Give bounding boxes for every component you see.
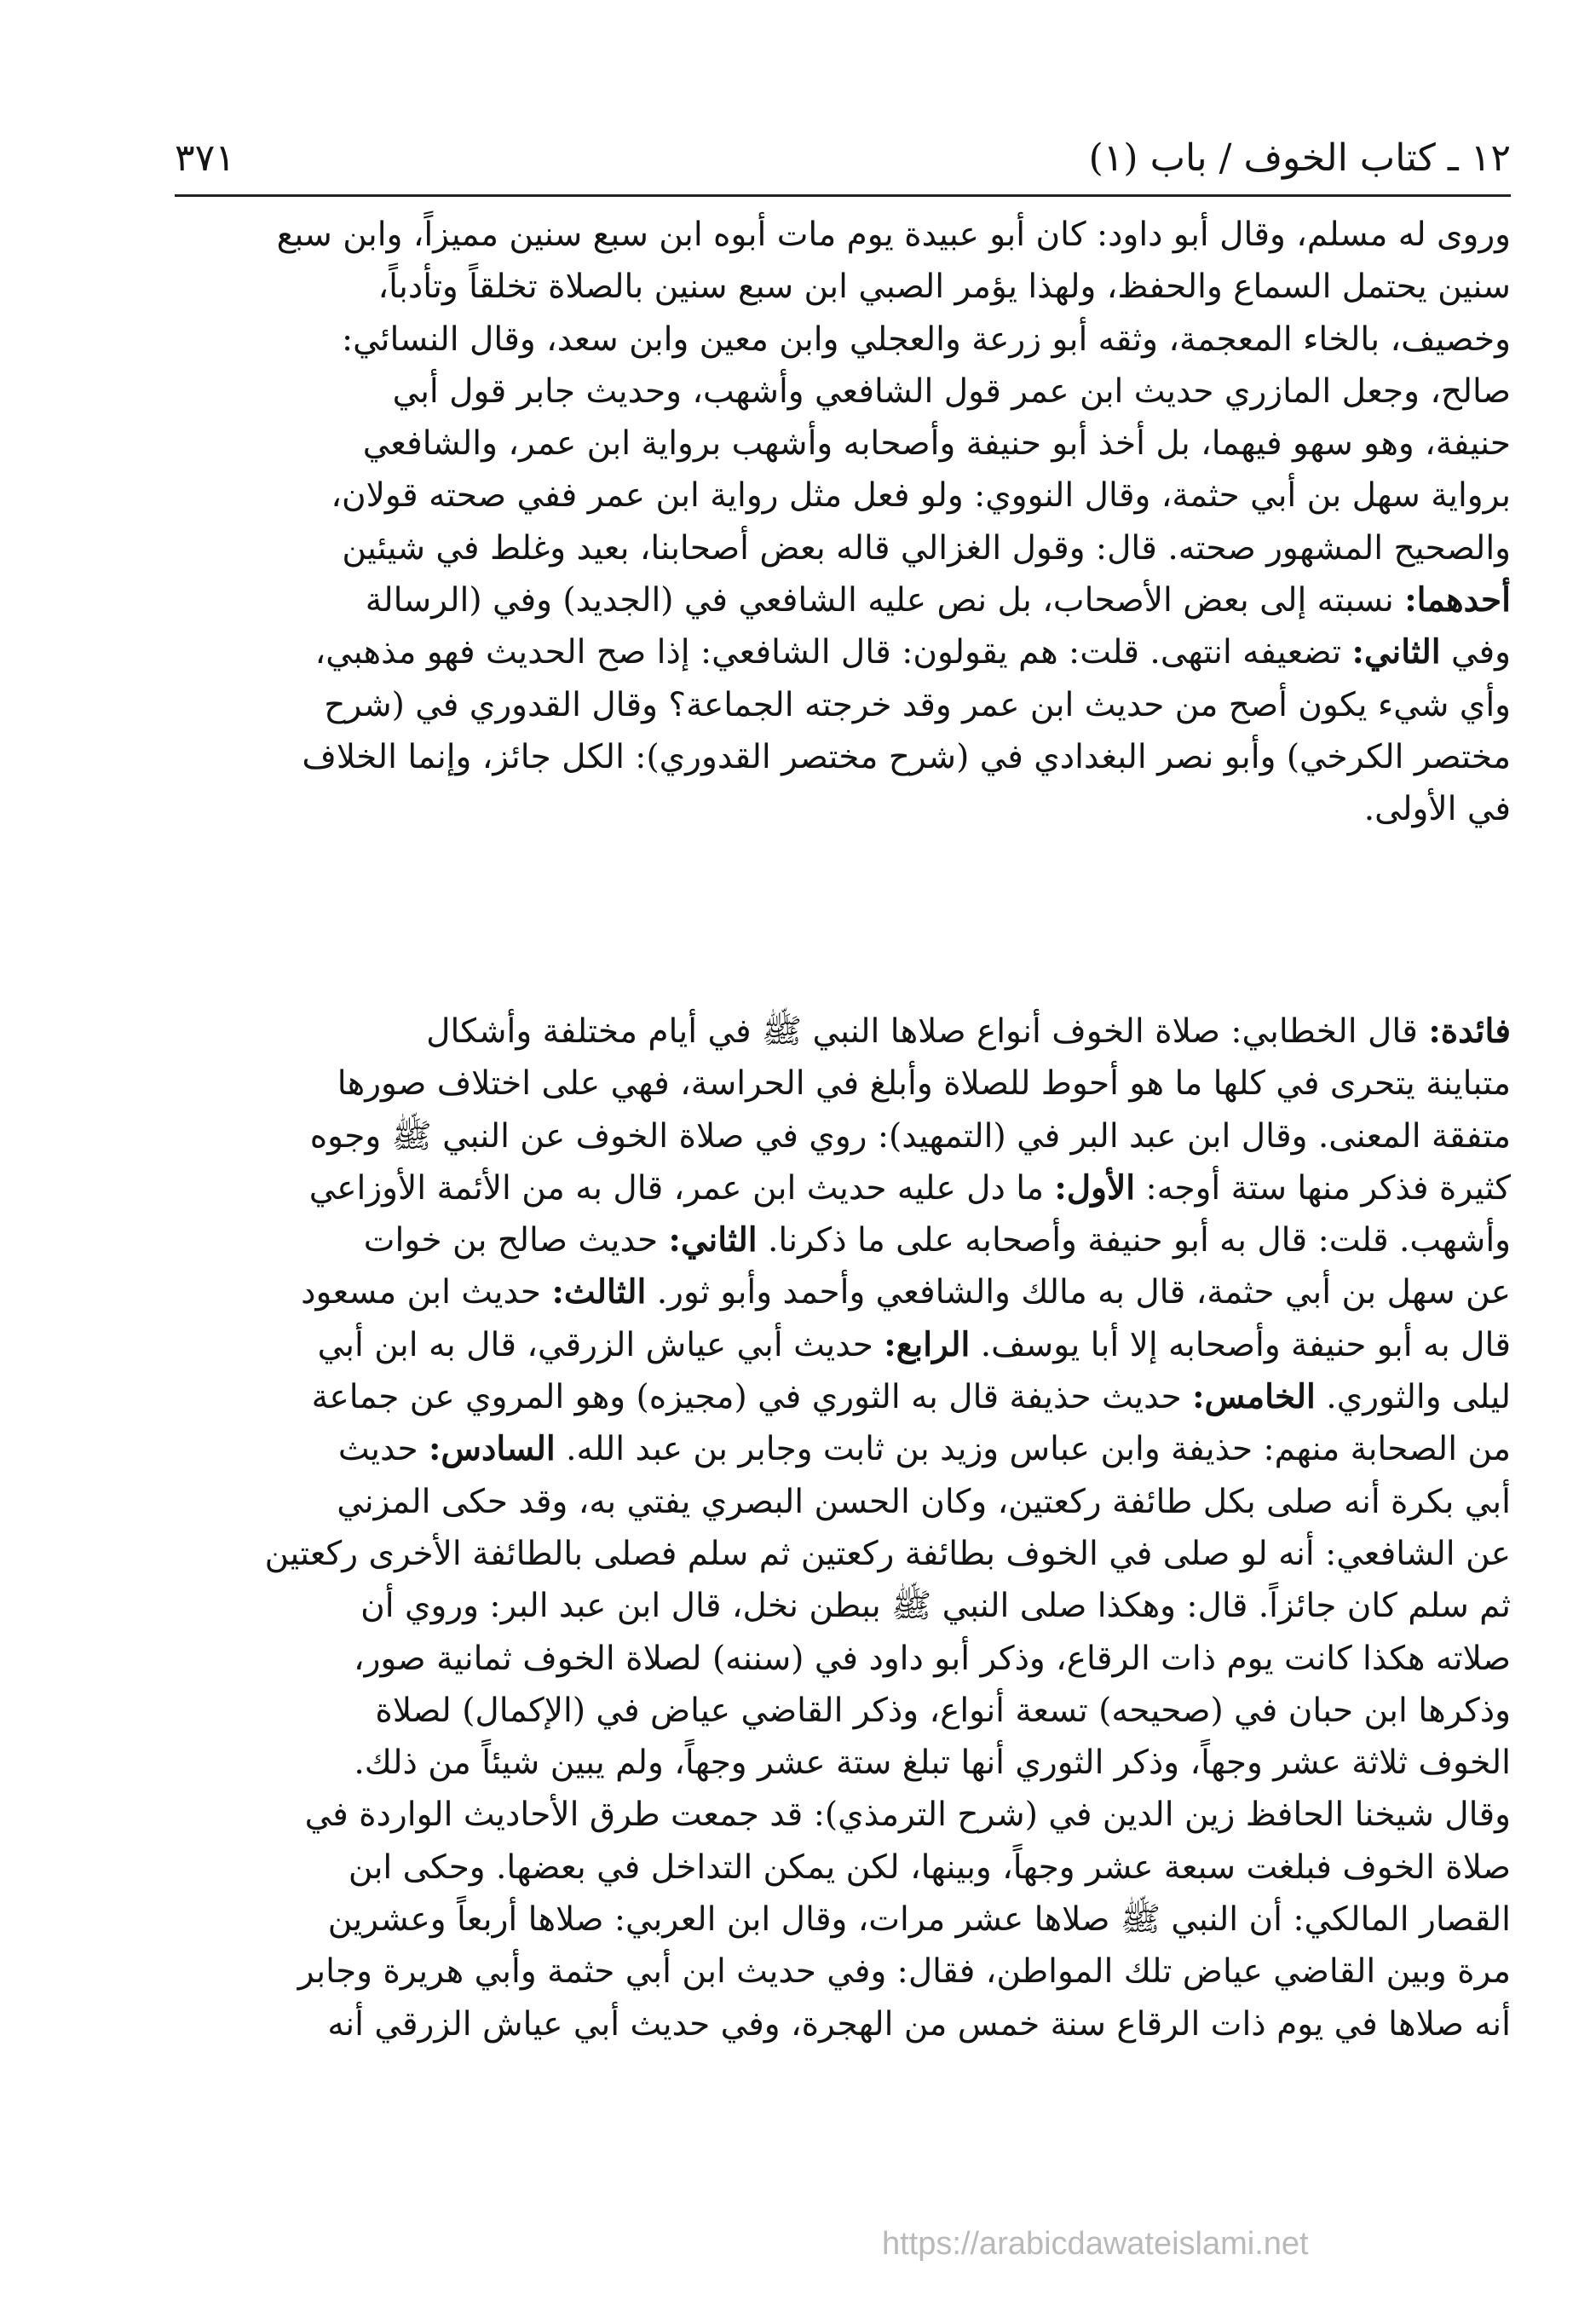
paragraph-1 xyxy=(175,209,1511,836)
text-line: ليلى والثوري. الخامس: حديث حذيفة قال به الثوري في (مجيزه) وهو المروي عن جماعة xyxy=(311,1377,1511,1417)
text-line: ثم سلم كان جائزاً. قال: وهكذا صلى النبي ﷺ ببطن نخل، قال ابن عبد البر: وروي أن xyxy=(360,1587,1511,1626)
text-line: سنين يحتمل السماع والحفظ، ولهذا يؤمر الصبي ابن سبع سنين بالصلاة تخلقاً وتأدباً، xyxy=(377,268,1511,307)
text-line: صلاة الخوف فبلغت سبعة عشر وجهاً، وبينها، لكن يمكن التداخل في بعضها. وحكى ابن xyxy=(348,1848,1511,1887)
text-line: صالح، وجعل المازري حديث ابن عمر قول الشافعي وأشهب، وحديث جابر قول أبي xyxy=(392,372,1511,411)
text-line: في الأولى. xyxy=(1363,790,1511,829)
text-line: من الصحابة منهم: حذيفة وابن عباس وزيد بن ثابت وجابر بن عبد الله. السادس: حديث xyxy=(337,1429,1511,1469)
text-line: الخوف ثلاثة عشر وجهاً، وذكر الثوري أنها تبلغ ستة عشر وجهاً، ولم يبين شيئاً من ذلك. xyxy=(354,1744,1511,1783)
text-line: عن الشافعي: أنه لو صلى في الخوف بطائفة ركعتين ثم سلم فصلى بالطائفة الأخرى ركعتين xyxy=(264,1534,1511,1573)
text-line: القصار المالكي: أن النبي ﷺ صلاها عشر مرات، وقال ابن العربي: صلاها أربعاً وعشرين xyxy=(327,1900,1511,1940)
text-line: وفي الثاني: تضعيفه انتهى. قلت: هم يقولون: قال الشافعي: إذا صح الحديث فهو مذهبي، xyxy=(314,632,1511,672)
text-line: وخصيف، بالخاء المعجمة، وثقه أبو زرعة والعجلي وابن معين وابن سعد، وقال النسائي: xyxy=(341,320,1511,359)
text-line: وروى له مسلم، وقال أبو داود: كان أبو عبيدة يوم مات أبوه ابن سبع سنين مميزاً، وابن سبع xyxy=(276,216,1511,254)
text-line: والصحيح المشهور صحته. قال: وقول الغزالي قاله بعض أصحابنا، بعيد وغلط في شيئين xyxy=(342,528,1511,568)
text-line: وذكرها ابن حبان في (صحيحه) تسعة أنواع، وذكر القاضي عياض في (الإكمال) لصلاة xyxy=(375,1691,1511,1730)
text-line: قال به أبو حنيفة وأصحابه إلا أبا يوسف. الرابع: حديث أبي عياش الزرقي، قال به ابن أبي xyxy=(317,1324,1511,1364)
text-line: كثيرة فذكر منها ستة أوجه: الأول: ما دل عليه حديث ابن عمر، قال به من الأئمة الأوزاعي xyxy=(308,1168,1511,1208)
page-number: ٣٧١ xyxy=(175,135,235,180)
page-header xyxy=(175,128,1511,187)
header-divider xyxy=(175,194,1511,197)
text-line: وأي شيء يكون أصح من حديث ابن عمر وقد خرجته الجماعة؟ وقال القدوري في (شرح xyxy=(324,685,1511,724)
text-line: أحدهما: نسبته إلى بعض الأصحاب، بل نص عليه الشافعي في (الجديد) وفي (الرسالة xyxy=(365,580,1511,620)
text-line: أبي بكرة أنه صلى بكل طائفة ركعتين، وكان الحسن البصري يفتي به، وقد حكى المزني xyxy=(337,1482,1511,1521)
paragraph-2 xyxy=(175,1006,1511,2050)
text-line: وأشهب. قلت: قال به أبو حنيفة وأصحابه على ما ذكرنا. الثاني: حديث صالح بن خوات xyxy=(363,1220,1511,1260)
text-line: مرة وبين القاضي عياض تلك المواطن، فقال: وفي حديث ابن أبي حثمة وأبي هريرة وجابر xyxy=(297,1952,1511,1992)
chapter-title: ١٢ ـ كتاب الخوف / باب (١) xyxy=(1088,135,1511,180)
text-line: أنه صلاها في يوم ذات الرقاع سنة خمس من الهجرة، وفي حديث أبي عياش الزرقي أنه xyxy=(327,2004,1511,2044)
text-line: متفقة المعنى. وقال ابن عبد البر في (التمهيد): روي في صلاة الخوف عن النبي ﷺ وجوه xyxy=(309,1116,1511,1156)
text-line: صلاته هكذا كانت يوم ذات الرقاع، وذكر أبو داود في (سننه) لصلاة الخوف ثمانية صور، xyxy=(353,1639,1511,1678)
text-line: وقال شيخنا الحافظ زين الدين في (شرح الترمذي): قد جمعت طرق الأحاديث الواردة في xyxy=(304,1796,1511,1835)
text-line: حنيفة، وهو سهو فيهما، بل أخذ أبو حنيفة وأصحابه وأشهب برواية ابن عمر، والشافعي xyxy=(362,424,1511,464)
text-line: برواية سهل بن أبي حثمة، وقال النووي: ولو فعل مثل رواية ابن عمر ففي صحته قولان، xyxy=(331,476,1511,516)
text-line: عن سهل بن أبي حثمة، قال به مالك والشافعي وأحمد وأبو ثور. الثالث: حديث ابن مسعود xyxy=(301,1272,1511,1312)
text-line: مختصر الكرخي) وأبو نصر البغدادي في (شرح مختصر القدوري): الكل جائز، وإنما الخلاف xyxy=(302,737,1511,776)
text-line: فائدة: قال الخطابي: صلاة الخوف أنواع صلاها النبي ﷺ في أيام مختلفة وأشكال xyxy=(426,1012,1511,1051)
text-line: متباينة يتحرى في كلها ما هو أحوط للصلاة وأبلغ في الحراسة، فهي على اختلاف صورها xyxy=(337,1064,1511,1104)
watermark-url: https://arabicdawateislami.net xyxy=(882,2226,1309,2262)
